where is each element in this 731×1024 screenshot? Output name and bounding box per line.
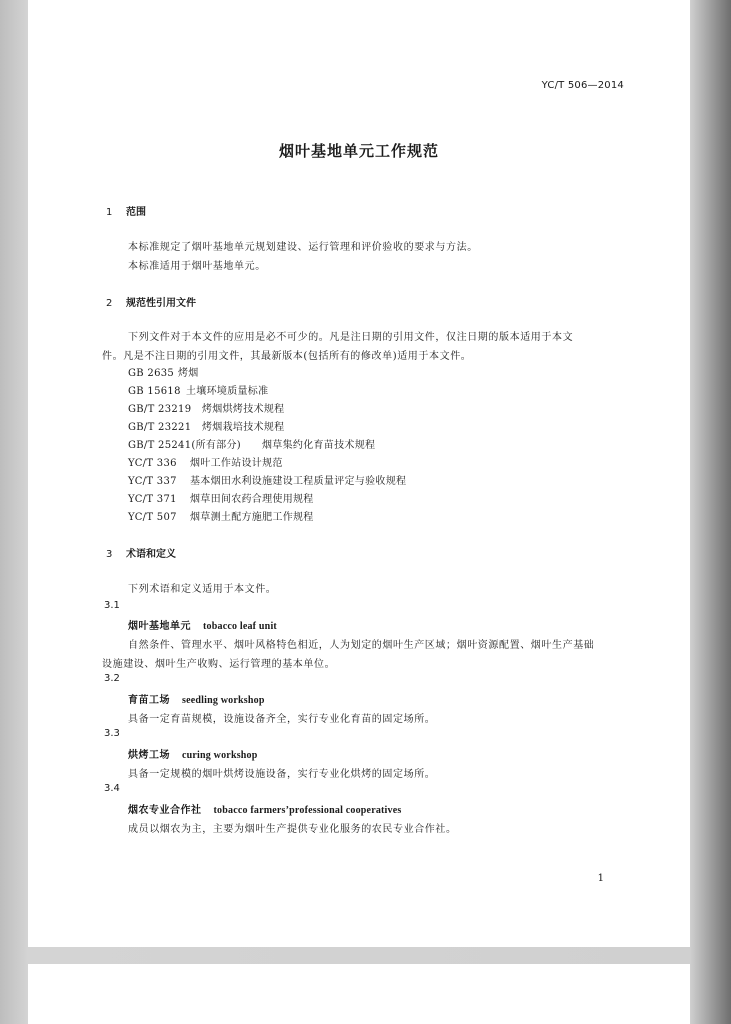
paragraph: 本标准适用于烟叶基地单元。 xyxy=(128,261,266,272)
section-number: 2 xyxy=(106,298,113,309)
reference-title: 烤烟栽培技术规程 xyxy=(202,422,285,433)
reference-item xyxy=(128,472,406,487)
reference-code: GB 2635 xyxy=(128,368,175,379)
term-definition: 成员以烟农为主，主要为烟叶生产提供专业化服务的农民专业合作社。 xyxy=(128,824,457,835)
reference-title: 烟叶工作站设计规范 xyxy=(190,458,283,469)
term-zh: 烟农专业合作社 xyxy=(128,805,202,816)
paragraph: 本标准规定了烟叶基地单元规划建设、运行管理和评价验收的要求与方法。 xyxy=(128,242,478,253)
term-zh: 烟叶基地单元 xyxy=(128,621,191,632)
section-number: 1 xyxy=(106,207,113,218)
section-title: 规范性引用文件 xyxy=(126,298,196,309)
paragraph: 件。凡是不注日期的引用文件，其最新版本(包括所有的修改单)适用于本文件。 xyxy=(102,351,472,362)
section-title: 范围 xyxy=(126,207,146,218)
term-number: 3.3 xyxy=(104,728,120,739)
reference-code: GB/T 23221 xyxy=(128,422,192,433)
reference-code: GB/T 25241(所有部分) xyxy=(128,440,241,451)
reference-title: 烤烟 xyxy=(178,368,199,379)
reference-code: YC/T 337 xyxy=(128,476,177,487)
section-1-heading xyxy=(106,203,146,218)
term-zh: 烘烤工场 xyxy=(128,750,170,761)
section-3-heading xyxy=(106,545,176,560)
paragraph: 下列文件对于本文件的应用是必不可少的。凡是注日期的引用文件，仅注日期的版本适用于本文 xyxy=(128,332,574,343)
term-heading xyxy=(128,617,277,632)
term-en: curing workshop xyxy=(182,750,258,761)
document-page xyxy=(28,0,690,947)
reference-title: 烟草测土配方施肥工作规程 xyxy=(190,512,314,523)
reference-title: 烟草田间农药合理使用规程 xyxy=(190,494,314,505)
term-number: 3.2 xyxy=(104,673,120,684)
reference-item xyxy=(128,382,268,397)
term-en: tobacco farmers’professional cooperatives xyxy=(213,805,402,816)
document-title: 烟叶基地单元工作规范 xyxy=(278,142,439,160)
reference-item xyxy=(128,400,284,415)
term-en: tobacco leaf unit xyxy=(203,621,277,632)
reference-item xyxy=(128,418,284,433)
term-definition: 自然条件、管理水平、烟叶风格特色相近，人为划定的烟叶生产区域；烟叶资源配置、烟叶生产基础 xyxy=(128,640,595,651)
term-number: 3.1 xyxy=(104,600,120,611)
reference-title: 基本烟田水利设施建设工程质量评定与验收规程 xyxy=(190,476,407,487)
reference-title: 烟草集约化育苗技术规程 xyxy=(262,440,376,451)
term-zh: 育苗工场 xyxy=(128,695,170,706)
page-number: 1 xyxy=(597,873,604,884)
reference-title: 土壤环境质量标准 xyxy=(186,386,269,397)
term-en: seedling workshop xyxy=(182,695,265,706)
reference-item xyxy=(128,490,314,505)
reference-code: YC/T 371 xyxy=(128,494,177,505)
section-title: 术语和定义 xyxy=(126,549,176,560)
reference-code: GB 15618 xyxy=(128,386,181,397)
paragraph: 下列术语和定义适用于本文件。 xyxy=(128,584,277,595)
term-heading xyxy=(128,801,401,816)
reference-item xyxy=(128,364,199,379)
term-definition: 具备一定育苗规模，设施设备齐全，实行专业化育苗的固定场所。 xyxy=(128,714,436,725)
next-page xyxy=(28,964,690,1024)
section-2-heading xyxy=(106,294,196,309)
term-definition: 具备一定规模的烟叶烘烤设施设备，实行专业化烘烤的固定场所。 xyxy=(128,769,436,780)
reference-title: 烤烟烘烤技术规程 xyxy=(202,404,285,415)
reference-code: GB/T 23219 xyxy=(128,404,192,415)
reference-item xyxy=(128,436,375,451)
reference-item xyxy=(128,508,314,523)
reference-code: YC/T 507 xyxy=(128,512,177,523)
reference-item xyxy=(128,454,283,469)
reference-code: YC/T 336 xyxy=(128,458,177,469)
document-number: YC/T 506—2014 xyxy=(541,80,624,91)
term-definition: 设施建设、烟叶生产收购、运行管理的基本单位。 xyxy=(102,659,336,670)
section-number: 3 xyxy=(106,549,113,560)
term-heading xyxy=(128,691,265,706)
term-heading xyxy=(128,746,258,761)
term-number: 3.4 xyxy=(104,783,120,794)
